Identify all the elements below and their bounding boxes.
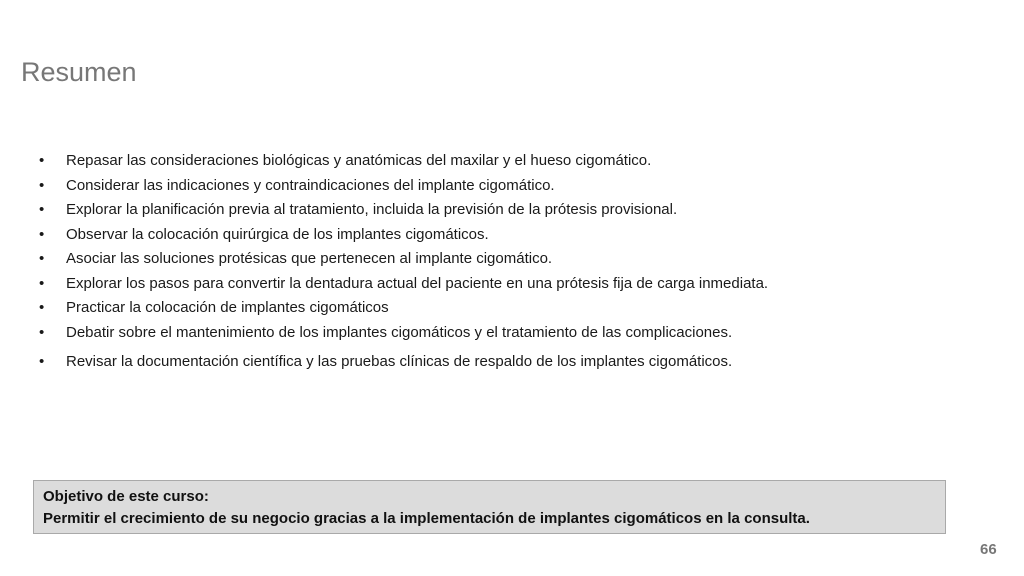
bullet-icon: • [39, 225, 45, 243]
bullet-item [39, 296, 939, 321]
bullet-text: Explorar la planificación previa al tratamiento, incluida la previsión de la prótesis provisional. [66, 201, 678, 218]
bullet-icon: • [39, 323, 45, 341]
summary-bullet-list [39, 149, 939, 375]
bullet-item [39, 321, 939, 346]
bullet-icon: • [39, 201, 45, 218]
course-objective-box [33, 480, 946, 534]
bullet-text: Observar la colocación quirúrgica de los implantes cigomáticos. [66, 225, 489, 243]
bullet-text: Explorar los pasos para convertir la dentadura actual del paciente en una prótesis fija de carga inmediata. [66, 274, 769, 292]
bullet-text: Debatir sobre el mantenimiento de los implantes cigomáticos y el tratamiento de las complicaciones. [66, 323, 733, 341]
objective-text: Permitir el crecimiento de su negocio gracias a la implementación de implantes cigomáticos en la consulta. [43, 510, 810, 527]
bullet-item [39, 223, 939, 248]
bullet-item [39, 247, 939, 272]
bullet-text: Considerar las indicaciones y contraindicaciones del implante cigomático. [66, 176, 555, 194]
page-number: 66 [980, 541, 997, 558]
slide-title: Resumen [21, 57, 137, 87]
bullet-item [39, 272, 939, 297]
bullet-item [39, 174, 939, 199]
bullet-text: Repasar las consideraciones biológicas y anatómicas del maxilar y el hueso cigomático. [66, 152, 652, 169]
bullet-text: Asociar las soluciones protésicas que pertenecen al implante cigomático. [66, 250, 553, 267]
bullet-icon: • [39, 299, 45, 316]
bullet-text: Practicar la colocación de implantes cigomáticos [66, 299, 389, 316]
bullet-icon: • [39, 274, 45, 292]
bullet-item [39, 350, 939, 375]
bullet-icon: • [39, 152, 45, 169]
objective-heading: Objetivo de este curso: [43, 488, 209, 505]
bullet-icon: • [39, 250, 45, 267]
bullet-icon: • [39, 353, 45, 370]
bullet-icon: • [39, 176, 45, 194]
bullet-item [39, 149, 939, 174]
bullet-text: Revisar la documentación científica y las pruebas clínicas de respaldo de los implantes cigomáticos. [66, 353, 733, 370]
bullet-item [39, 198, 939, 223]
